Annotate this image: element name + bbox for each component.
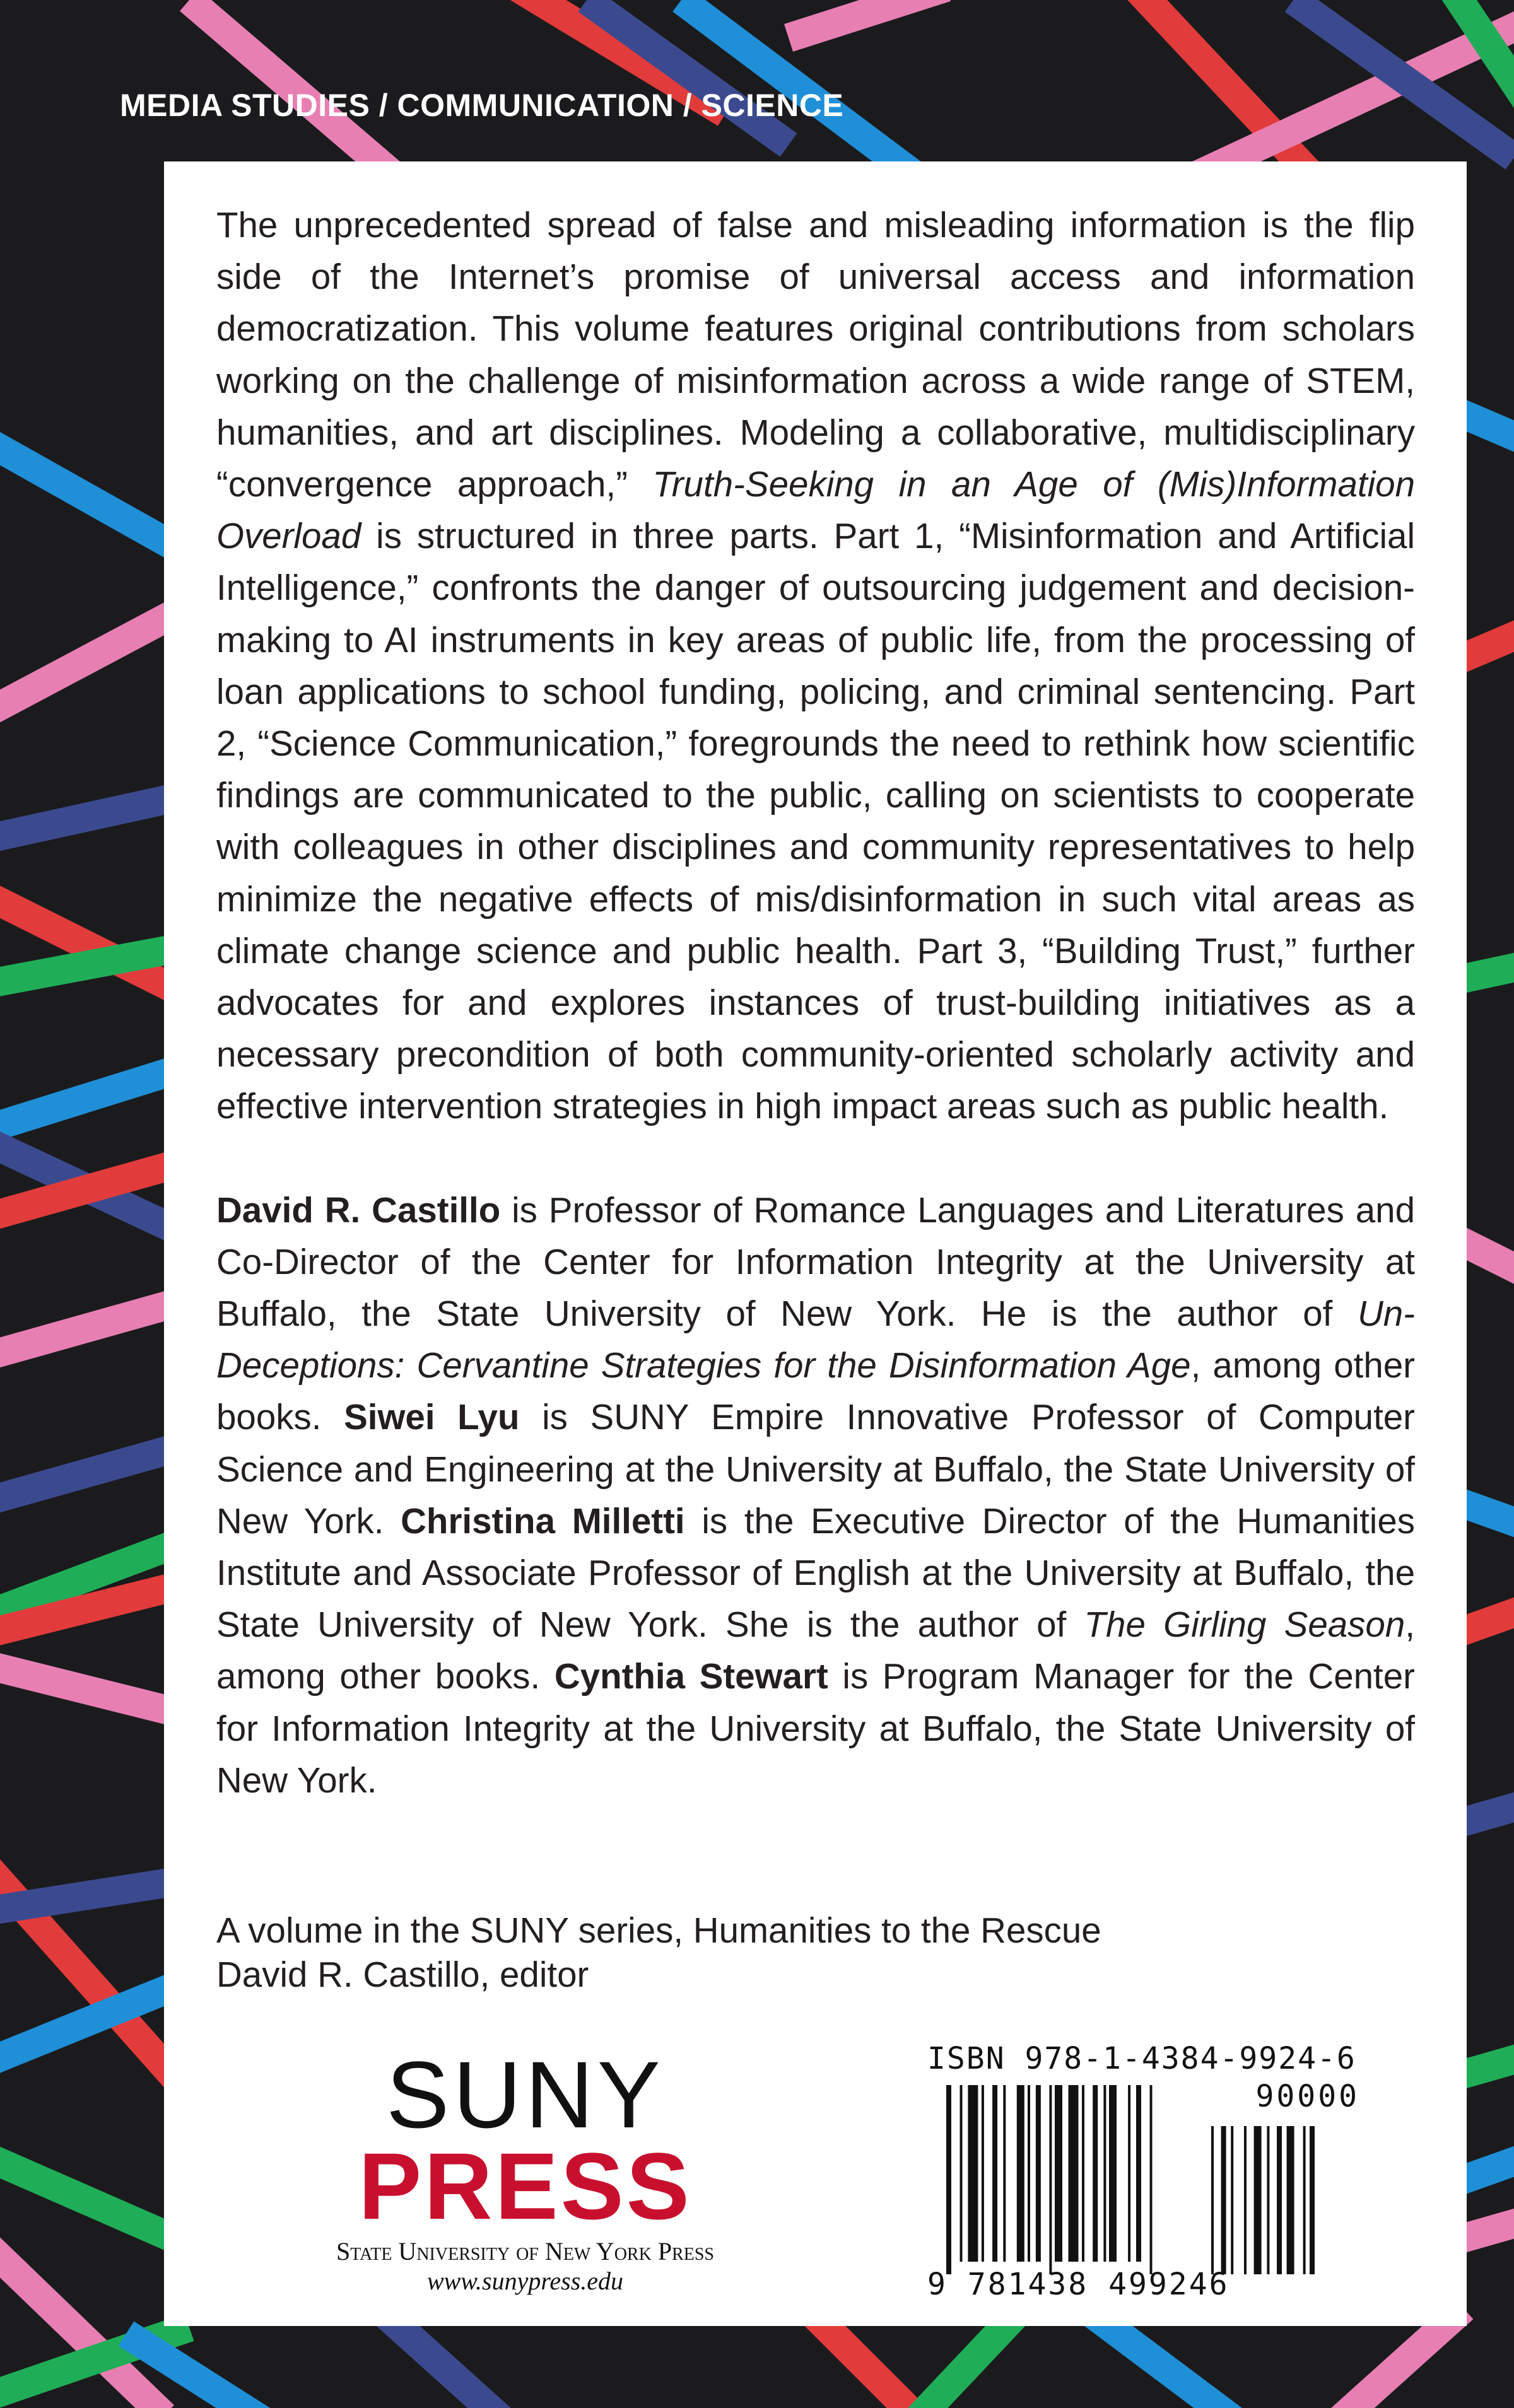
- addon-bar: [1254, 2126, 1262, 2274]
- series-line: A volume in the SUNY series, Humanities to the Rescue: [216, 1910, 1101, 1950]
- price-code: 90000: [1255, 2079, 1359, 2114]
- barcode-bar: [1093, 2085, 1098, 2262]
- stripe: [0, 2157, 189, 2245]
- body-text: [216, 199, 1415, 1858]
- barcode-bar: [992, 2085, 997, 2262]
- author-name: Cynthia Stewart: [554, 1656, 828, 1697]
- stripe: [0, 1444, 189, 1501]
- stripe: [0, 441, 189, 555]
- text-segment: is the Executive Director of the Humanities Institute and Associate Professor of English at the University at Buffalo, the State University of New York. She is the author of: [216, 1500, 1415, 1645]
- author-name: Siwei Lyu: [344, 1397, 520, 1437]
- logo-suny: SUNY: [386, 2042, 664, 2148]
- barcode-bar: [1082, 2085, 1084, 2262]
- addon-bar: [1211, 2126, 1214, 2274]
- author-bios: [216, 1184, 1415, 1806]
- suny-press-logo: [309, 2042, 741, 2296]
- addon-bar: [1310, 2126, 1315, 2274]
- barcode-bar: [1003, 2085, 1006, 2262]
- addon-bar: [1221, 2126, 1226, 2274]
- text-segment: The unprecedented spread of false and misleading information is the flip side of the Internet’s promise of universal access and information democratization. This volume features original contributions from scholars working on the challenge of misinformation across a wide range of STEM, humanities, and art disciplines. Modeling a collaborative, multidisciplinary “convergence approach,”: [216, 205, 1415, 505]
- category-label: MEDIA STUDIES / COMMUNICATION / SCIENCE: [120, 88, 844, 123]
- addon-bar: [1267, 2126, 1269, 2274]
- stripe: [789, 0, 946, 38]
- ean-right: 499246: [1108, 2267, 1229, 2302]
- publisher-url: www.sunypress.edu: [426, 2267, 624, 2295]
- barcode-bar: [960, 2085, 963, 2262]
- barcode-bar: [1028, 2085, 1030, 2262]
- text-segment: is SUNY Empire Innovative Professor of Computer Science and Engineering at the University at Buffalo, the State University of New York.: [216, 1397, 1416, 1541]
- back-cover-panel: [164, 161, 1467, 2326]
- stripe: [0, 1066, 189, 1129]
- barcode-bar: [1017, 2085, 1024, 2262]
- text-segment: , among other books.: [216, 1345, 1415, 1437]
- barcode-bar: [1055, 2085, 1062, 2262]
- barcode-bar: [1103, 2085, 1106, 2262]
- text-segment: is Professor of Romance Languages and Literatures and Co-Director of the Center for Information Integrity at the University at Buffalo, the State University of New York. He is the author of: [216, 1189, 1415, 1334]
- isbn-text: ISBN 978-1-4384-9924-6: [927, 2041, 1356, 2076]
- author-name: David R. Castillo: [216, 1189, 501, 1230]
- barcode-bar: [1049, 2085, 1052, 2274]
- barcode-bar: [1128, 2085, 1130, 2262]
- addon-bar: [1231, 2126, 1233, 2274]
- text-segment: is structured in three parts. Part 1, “Misinformation and Artificial Intelligence,” confronts the danger of outsourcing judgement and decision-making to AI instruments in key areas of public life, from the processing of loan applications to school funding, policing, and criminal sentencing. Part 2, “Science Communication,” foregrounds the need to rethink how scientific findings are communicated to the public, calling on scientists to cooperate with colleagues in other disciplines and community representatives to help minimize the negative effects of mis/disinformation in such vital areas as climate change science and public health. Part 3, “Building Trust,” further advocates for and explores instances of trust-building initiatives as a necessary precondition of both community-oriented scholarly activity and effective intervention strategies in high impact areas such as public health.: [216, 516, 1415, 1126]
- logo-press: PRESS: [358, 2133, 692, 2239]
- series-editor: David R. Castillo, editor: [216, 1955, 589, 1994]
- barcode-bar: [1150, 2085, 1153, 2274]
- barcode-bar: [946, 2085, 951, 2274]
- barcode-bar: [968, 2085, 978, 2262]
- ean-first: 9: [927, 2267, 948, 2302]
- author-name: Christina Milletti: [401, 1500, 685, 1541]
- barcode-bar: [1109, 2085, 1117, 2262]
- addon-bar: [1303, 2126, 1306, 2274]
- barcode-bar: [982, 2085, 984, 2262]
- text-segment: is Program Manager for the Center for Information Integrity at the University at Buffalo, the State University of New York.: [216, 1656, 1415, 1800]
- text-segment: , among other books.: [216, 1604, 1415, 1697]
- isbn-barcode: [927, 2041, 1375, 2302]
- stripe: [0, 605, 189, 713]
- book-title: Truth-Seeking in an Age of (Mis)Information Overload: [216, 464, 1415, 556]
- stripe: [0, 1879, 189, 1911]
- book-description: [216, 199, 1415, 1133]
- ean-digits: [927, 2267, 1229, 2302]
- stripe: [0, 795, 189, 839]
- book-title: Un-Deceptions: Cervantine Strategies for the Disinformation Age: [216, 1294, 1415, 1386]
- barcode-bar: [1069, 2085, 1079, 2262]
- stripe: [0, 1665, 189, 1715]
- stripe: [0, 1299, 189, 1356]
- barcode-bar: [1136, 2085, 1141, 2262]
- addon-bar: [1287, 2126, 1294, 2274]
- addon-bar: [1244, 2126, 1247, 2274]
- addon-bar: [1277, 2126, 1282, 2274]
- ean-left: 781438: [967, 2267, 1089, 2302]
- barcode-bar: [1036, 2085, 1041, 2262]
- book-title: The Girling Season: [1084, 1604, 1405, 1645]
- series-note: [216, 1908, 1101, 1997]
- publisher-name: State University of New York Press: [336, 2237, 714, 2265]
